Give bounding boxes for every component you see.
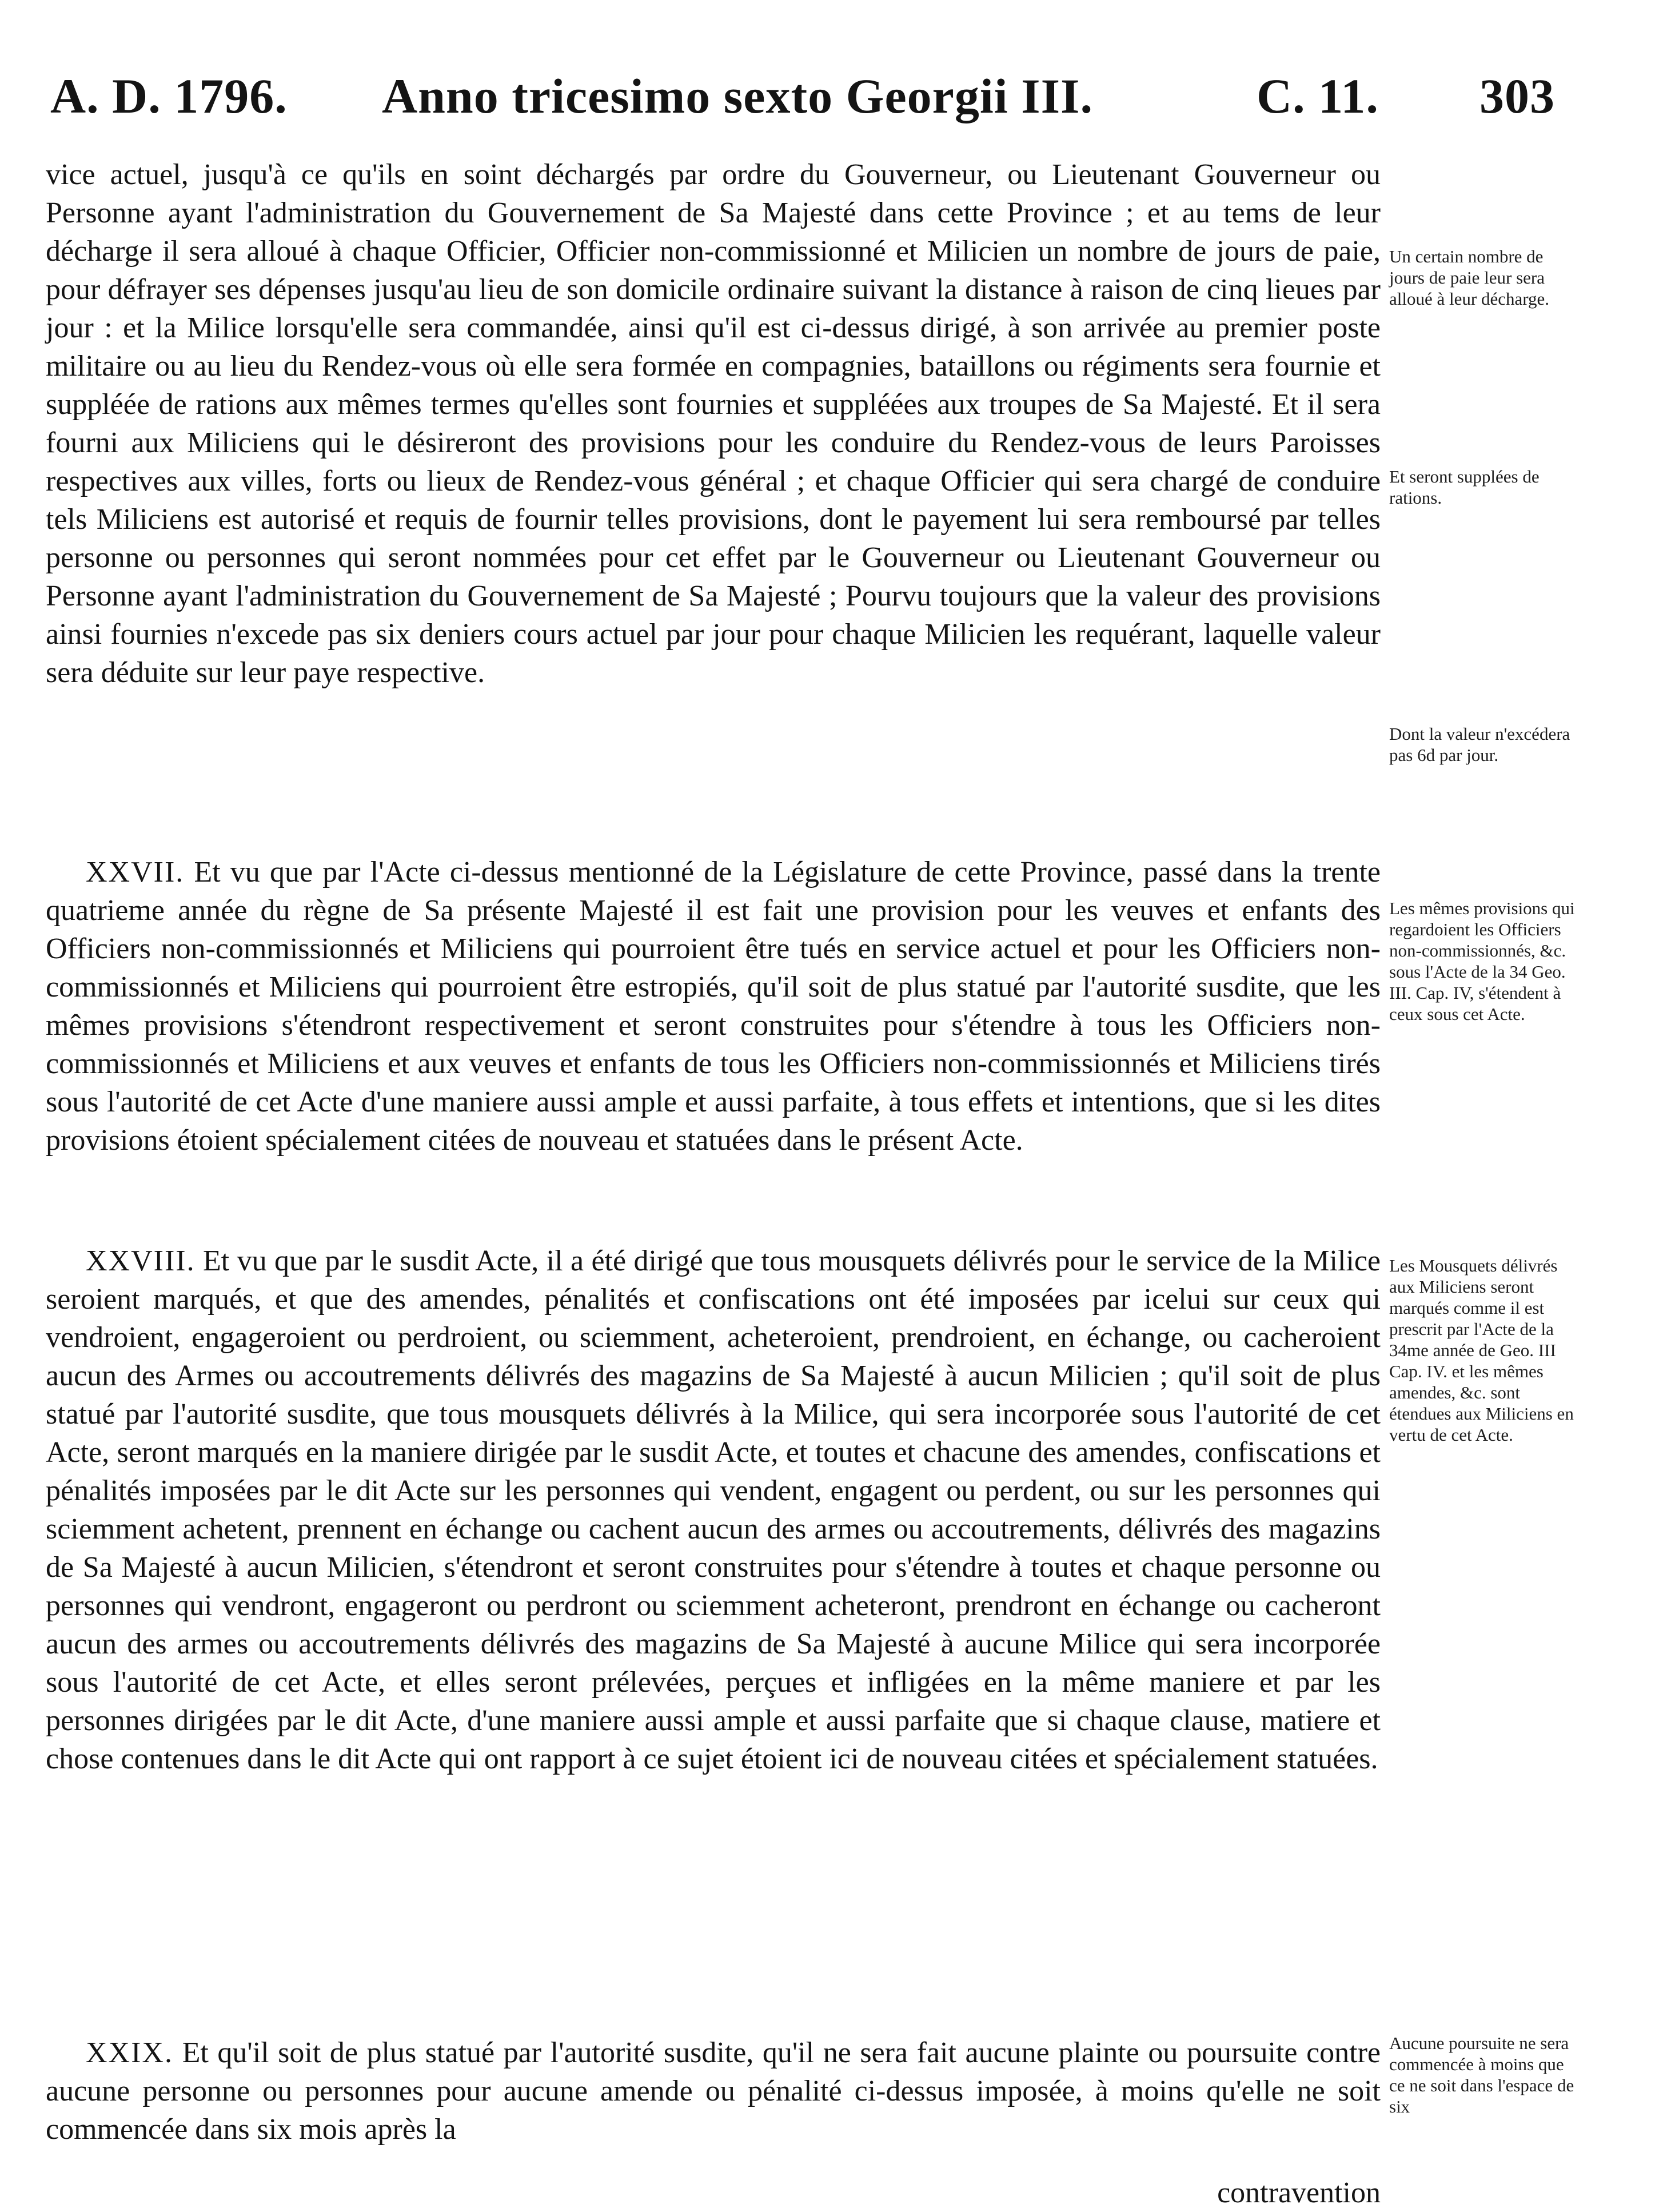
margin-note: Un certain nombre de jours de paie leur sera alloué à leur décharge. xyxy=(1389,246,1549,309)
paragraph-continued: vice actuel, jusqu'à ce qu'ils en soint déchargés par ordre du Gouverneur, ou Lieutenant Gouverneur ou Personne ayant l'administration du Gouvernement de Sa Majesté dans cette Province ; et au tems de leur décharge il sera alloué à chaque Officier, Officier non-commissionné et Milicien un nombre de jours de paie, pour défrayer ses dépenses jusqu'au lieu de son domicile ordinaire suivant la distance à raison de cinq lieues par jour : et la Milice lorsqu'elle sera commandée, ainsi qu'il est ci-dessus dirigé, à son arrivée au premier poste militaire ou au lieu du Rendez-vous où elle sera formée en compagnies, bataillons ou régiments sera fournie et suppléée de rations aux mêmes termes qu'elles sont fournies et suppléées aux troupes de Sa Majesté. Et il sera fourni aux Miliciens qui le désireront des provisions pour les conduire du Rendez-vous de leurs Paroisses respectives aux villes, forts ou lieux de Rendez-vous général ; et chaque Officier qui sera chargé de conduire tels Miliciens est autorisé et requis de fournir telles provisions, dont le payement lui sera remboursé par telles personne ou personnes qui seront nommées pour cet effet par le Gouverneur ou Lieutenant Gouverneur ou Personne ayant l'administration du Gouvernement de Sa Majesté ; Pourvu toujours que la valeur des provisions ainsi fournies n'excede pas six deniers cours actuel par jour pour chaque Milicien les requérant, laquelle valeur sera déduite sur leur paye respective. xyxy=(46,158,1381,689)
page-number: 303 xyxy=(1479,69,1555,123)
margin-note: Et seront supplées de rations. xyxy=(1389,467,1540,508)
section-xxvii xyxy=(46,853,1381,1159)
section-text: Et vu que par l'Acte ci-dessus mentionné de la Législature de cette Province, passé dans la trente quatrieme année du règne de Sa présente Majesté il est fait une provision pour les veuves et enfants des Officiers non-commissionnés et Miliciens qui pourroient être tués en service actuel et pour les Officiers non-commissionnés et Miliciens qui pourroient être estropiés, qu'il soit de plus statué par l'autorité susdite, que les mêmes provisions s'étendront respectivement et seront construites pour s'étendre à tous les Officiers non-commissionnés et Miliciens et aux veuves et enfants de tous les Officiers non-commissionnés et Miliciens tirés sous l'autorité de cet Acte d'une maniere aussi ample et aussi parfaite, à tous effets et intentions, que si les dites provisions étoient spécialement citées de nouveau et statuées dans le présent Acte. xyxy=(46,856,1381,1157)
margin-note: Les mêmes provisions qui regardoient les Officiers non-commissionnés, &c. sous l'Acte de la 34 Geo. III. Cap. IV, s'étendent à ceux sous cet Acte. xyxy=(1389,898,1575,1024)
section-number: XXIX. xyxy=(86,2036,173,2069)
section-xxix xyxy=(46,2034,1381,2149)
main-text-column xyxy=(46,156,1381,2209)
margin-note: Dont la valeur n'excédera pas 6d par jour. xyxy=(1389,724,1570,765)
margin-note: Les Mousquets délivrés aux Miliciens seront marqués comme il est prescrit par l'Acte de la 34me année de Geo. III Cap. IV. et les mêmes amendes, &c. sont étendues aux Miliciens en vertu de cet Acte. xyxy=(1389,1256,1574,1445)
section-xxviii xyxy=(46,1242,1381,1778)
header-title: Anno tricesimo sexto Georgii III. xyxy=(382,69,1094,123)
section-number: XXVIII. xyxy=(86,1245,196,1277)
section-text: Et qu'il soit de plus statué par l'autorité susdite, qu'il ne sera fait aucune plainte ou poursuite contre aucune personne ou personnes pour aucune amende ou pénalité ci-dessus imposée, à moins qu'elle ne soit commencée dans six mois après la xyxy=(46,2036,1381,2146)
header-chapter: C. 11. xyxy=(1257,69,1379,123)
header-date: A. D. 1796. xyxy=(50,69,288,123)
margin-note: Aucune poursuite ne sera commencée à moins que ce ne soit dans l'espace de six xyxy=(1389,2033,1574,2117)
section-text: Et vu que par le susdit Acte, il a été dirigé que tous mousquets délivrés pour le service de la Milice seroient marqués, et que des amendes, pénalités et confiscations ont été imposées par icelui sur ceux qui vendroient, engageroient ou perdroient, ou sciemment, acheteroient, prendroient, en échange, ou cacheroient aucun des Armes ou accoutrements délivrés des magazins de Sa Majesté à aucun Milicien ; qu'il soit de plus statué par l'autorité susdite, que tous mousquets délivrés à la Milice, qui sera incorporée sous l'autorité de cet Acte, seront marqués en la maniere dirigée par le susdit Acte, et toutes et chacune des amendes, confiscations et pénalités imposées par le dit Acte sur les personnes qui vendent, engagent ou perdent, ou sur les personnes qui sciemment achetent, prennent en échange ou cachent aucun des armes ou accoutrements, délivrés des magazins de Sa Majesté à aucun Milicien, s'étendront et seront construites pour s'étendre à toutes et chaque personne ou personnes qui vendront, engageront ou perdront ou sciemment acheteront, prendront en échange ou cacheront aucun des armes ou accoutrements délivrés des magazins de Sa Majesté à aucune Milice qui sera incorporée sous l'autorité de cet Acte, et elles seront prélevées, perçues et infligées en la même maniere et par les personnes dirigées par le dit Acte, d'une maniere aussi ample et aussi parfaite que si chaque clause, matiere et chose contenues dans le dit Acte qui ont rapport à ce sujet étoient ici de nouveau citées et spécialement statuées. xyxy=(46,1245,1381,1775)
section-number: XXVII. xyxy=(86,856,185,888)
catchword: contravention xyxy=(1217,2177,1381,2209)
running-header xyxy=(50,67,1571,130)
